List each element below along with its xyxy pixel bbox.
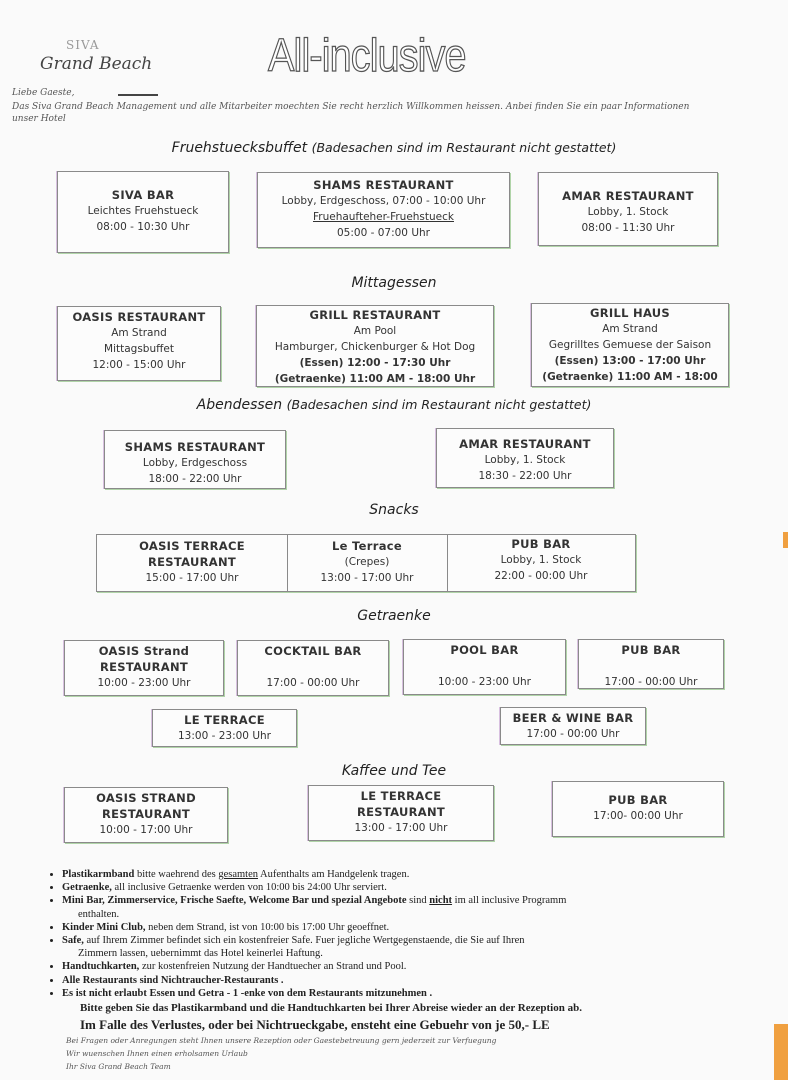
info-key: Handtuchkarten,	[62, 961, 140, 973]
venue-detail: Lobby, 1. Stock	[484, 454, 566, 466]
section-dinner-title: Abendessen	[196, 397, 283, 413]
venue-hours: 10:00 - 23:00 Uhr	[97, 677, 191, 689]
info-list	[44, 868, 782, 1000]
venue-siva-bar	[57, 171, 229, 253]
venue-name: GRILL HAUS	[589, 306, 671, 320]
section-dinner	[0, 397, 788, 413]
venue-detail: Am Strand	[602, 323, 658, 335]
snacks-table	[96, 534, 636, 592]
welcome-line-3: unser Hotel	[12, 114, 66, 124]
venue-amar-breakfast	[538, 172, 718, 246]
venue-shams-dinner	[104, 430, 286, 489]
footer-line-3: Ihr Siva Grand Beach Team	[66, 1062, 171, 1071]
info-item	[62, 987, 782, 1000]
venue-detail: Lobby, Erdgeschoss, 07:00 - 10:00 Uhr	[281, 195, 486, 207]
info-text: Zimmern lassen, uebernimmt das Hotel keinerlei Haftung.	[78, 948, 323, 960]
return-note: Bitte geben Sie das Plastikarmband und die Handtuchkarten bei Ihrer Abreise wieder an der Rezeption ab.	[80, 1002, 582, 1014]
section-coffee	[0, 763, 788, 779]
venue-hours: 05:00 - 07:00 Uhr	[337, 227, 430, 239]
venue-hours: 18:30 - 22:00 Uhr	[478, 470, 572, 482]
venue-hours: 17:00 - 00:00 Uhr	[266, 677, 360, 689]
welcome-line-1: Liebe Gaeste,	[12, 88, 75, 98]
venue-name: LE TERRACE	[184, 713, 265, 727]
info-text: enthalten.	[78, 908, 120, 920]
info-item	[62, 894, 782, 920]
venue-hours: 10:00 - 17:00 Uhr	[99, 824, 193, 836]
venue-hours: 08:00 - 10:30 Uhr	[96, 221, 190, 233]
info-key: Getraenke,	[62, 882, 112, 894]
section-drinks-title: Getraenke	[357, 608, 431, 624]
venue-shams-breakfast	[257, 172, 510, 248]
info-item	[62, 934, 782, 960]
venue-le-terrace-snack	[287, 538, 447, 586]
info-item	[62, 868, 782, 881]
venue-name-2: RESTAURANT	[101, 807, 191, 821]
venue-name: LE TERRACE	[360, 789, 442, 803]
venue-hours: 22:00 - 00:00 Uhr	[494, 570, 588, 582]
venue-name: SHAMS RESTAURANT	[313, 178, 454, 192]
section-snacks-title: Snacks	[369, 502, 419, 518]
venue-name: OASIS STRAND	[96, 791, 196, 805]
venue-hours-drinks: (Getraenke) 11:00 AM - 18:00 Uhr	[274, 373, 476, 385]
venue-amar-dinner	[436, 428, 614, 488]
venue-detail-2: Mittagsbuffet	[104, 343, 174, 355]
venue-oasis-lunch	[57, 306, 221, 381]
venue-name: BEER & WINE BAR	[512, 711, 634, 725]
info-text: neben dem Strand, ist von 10:00 bis 17:00 Uhr geoeffnet.	[145, 921, 390, 933]
venue-hours: 12:00 - 15:00 Uhr	[92, 359, 186, 371]
section-lunch-title: Mittagessen	[351, 275, 437, 291]
venue-name: SHAMS RESTAURANT	[124, 440, 266, 454]
venue-pub-bar-snack	[447, 536, 635, 584]
venue-hours-drinks: (Getraenke) 11:00 AM - 18:00	[542, 371, 718, 383]
section-snacks	[0, 502, 788, 518]
venue-early-breakfast: Fruehaufteher-Fruehstueck	[312, 211, 454, 223]
info-item	[62, 881, 782, 894]
section-coffee-title: Kaffee und Tee	[341, 763, 447, 779]
venue-hours: 10:00 - 23:00 Uhr	[438, 676, 531, 688]
venue-oasis-terrace-snack	[97, 538, 287, 586]
info-key: Safe,	[62, 935, 84, 947]
section-lunch	[0, 275, 788, 291]
venue-name: POOL BAR	[450, 643, 519, 657]
venue-name: Le Terrace	[332, 539, 402, 553]
welcome-line-2: Das Siva Grand Beach Management und alle Mitarbeiter moechten Sie recht herzlich Willkommen heissen. Anbei finden Sie ein paar Informationen	[12, 102, 690, 112]
venue-hours: 18:00 - 22:00 Uhr	[148, 473, 242, 485]
venue-pub-bar-drinks	[578, 639, 724, 689]
venue-hours: 17:00 - 00:00 Uhr	[526, 728, 620, 740]
venue-name: OASIS Strand	[98, 644, 190, 658]
venue-pub-bar-coffee	[552, 781, 724, 837]
edge-accent	[774, 1024, 788, 1080]
section-dinner-note: (Badesachen sind im Restaurant nicht gestattet)	[286, 397, 592, 412]
info-text: zur kostenfreien Nutzung der Handtuecher an Strand und Pool.	[139, 961, 407, 973]
venue-detail: Lobby, 1. Stock	[587, 206, 669, 218]
venue-name-2: RESTAURANT	[147, 555, 237, 569]
venue-detail: Am Strand	[111, 327, 167, 339]
venue-name: AMAR RESTAURANT	[562, 189, 694, 203]
footer-line-1: Bei Fragen oder Anregungen steht Ihnen unsere Rezeption oder Gaestebetreuung gern jederzeit zur Verfuegung	[66, 1036, 497, 1045]
edge-accent	[783, 532, 788, 548]
info-key: Mini Bar, Zimmerservice, Frische Saefte, Welcome Bar und spezial Angebote	[62, 895, 407, 907]
info-text: Es ist nicht erlaubt Essen und Getra - 1 -enke von dem Restaurants mitzunehmen .	[62, 987, 433, 999]
info-text: Alle Restaurants sind Nichtraucher-Restaurants .	[62, 974, 284, 986]
venue-oasis-strand-coffee	[64, 787, 228, 843]
info-text: sind	[406, 895, 430, 907]
venue-name: OASIS TERRACE	[139, 539, 245, 553]
section-breakfast	[0, 140, 788, 156]
venue-detail: Am Pool	[353, 325, 397, 337]
footer-line-2: Wir wuenschen Ihnen einen erholsamen Urlaub	[66, 1049, 248, 1058]
venue-le-terrace-drinks	[152, 709, 297, 747]
venue-name: GRILL RESTAURANT	[309, 308, 441, 322]
venue-hours: 13:00 - 17:00 Uhr	[320, 572, 414, 584]
venue-name: PUB BAR	[608, 793, 668, 807]
venue-name: PUB BAR	[621, 643, 681, 657]
section-drinks	[0, 608, 788, 624]
venue-hours-food: (Essen) 12:00 - 17:30 Uhr	[299, 357, 451, 369]
venue-detail: Leichtes Fruehstueck	[87, 205, 199, 217]
venue-grill-haus	[531, 303, 729, 387]
venue-name: SIVA BAR	[111, 188, 175, 202]
venue-cocktail-bar	[237, 640, 389, 696]
info-emphasis: nicht	[429, 895, 453, 907]
venue-name-2: RESTAURANT	[356, 805, 446, 819]
venue-le-terrace-coffee	[308, 785, 494, 841]
venue-detail: Lobby, 1. Stock	[500, 554, 582, 566]
info-item	[62, 974, 782, 987]
venue-hours: 13:00 - 17:00 Uhr	[354, 822, 448, 834]
section-breakfast-title: Fruehstuecksbuffet	[171, 140, 308, 156]
venue-pool-bar	[403, 639, 566, 695]
info-item	[62, 921, 782, 934]
venue-hours: 17:00 - 00:00 Uhr	[604, 676, 698, 688]
venue-hours: 13:00 - 23:00 Uhr	[178, 730, 271, 742]
hotel-logo: Grand Beach	[40, 54, 153, 74]
venue-beer-wine-bar	[500, 707, 646, 745]
venue-oasis-strand-drinks	[64, 640, 224, 696]
venue-detail: (Crepes)	[344, 556, 390, 568]
venue-hours: 08:00 - 11:30 Uhr	[581, 222, 675, 234]
venue-detail: Lobby, Erdgeschoss	[142, 457, 248, 469]
venue-grill-restaurant	[256, 305, 494, 387]
venue-detail-2: Hamburger, Chickenburger & Hot Dog	[274, 341, 476, 353]
fee-note: Im Falle des Verlustes, oder bei Nichtrueckgabe, ensteht eine Gebuehr von je 50,- LE	[80, 1017, 550, 1032]
venue-detail-2: Gegrilltes Gemuese der Saison	[548, 339, 712, 351]
logo-top-text: SIVA	[66, 38, 100, 52]
venue-name: OASIS RESTAURANT	[72, 310, 206, 324]
info-item	[62, 960, 782, 973]
info-text: all inclusive Getraenke werden von 10:00 bis 24:00 Uhr serviert.	[111, 882, 387, 894]
info-text: im all inclusive Programm	[452, 895, 567, 907]
info-text: bitte waehrend des	[134, 869, 219, 880]
venue-hours: 17:00- 00:00 Uhr	[593, 810, 683, 822]
venue-name: AMAR RESTAURANT	[459, 437, 591, 451]
venue-name-2: RESTAURANT	[99, 660, 189, 674]
info-text: Aufenthalts am Handgelenk tragen.	[258, 869, 410, 880]
section-breakfast-note: (Badesachen sind im Restaurant nicht gestattet)	[311, 140, 617, 155]
venue-hours-food: (Essen) 13:00 - 17:00 Uhr	[554, 355, 706, 367]
venue-name: COCKTAIL BAR	[264, 644, 362, 658]
info-emphasis: gesamten	[218, 869, 258, 880]
info-text: auf Ihrem Zimmer befindet sich ein kostenfreier Safe. Fuer jegliche Wertgegenstaende, die Sie auf Ihren	[83, 935, 525, 947]
venue-name: PUB BAR	[511, 537, 571, 551]
page-title: All-inclusive	[268, 29, 466, 81]
venue-hours: 15:00 - 17:00 Uhr	[145, 572, 239, 584]
welcome-text	[12, 86, 752, 125]
info-key: Kinder Mini Club,	[62, 921, 146, 933]
info-key: Plastikarmband	[62, 869, 135, 880]
